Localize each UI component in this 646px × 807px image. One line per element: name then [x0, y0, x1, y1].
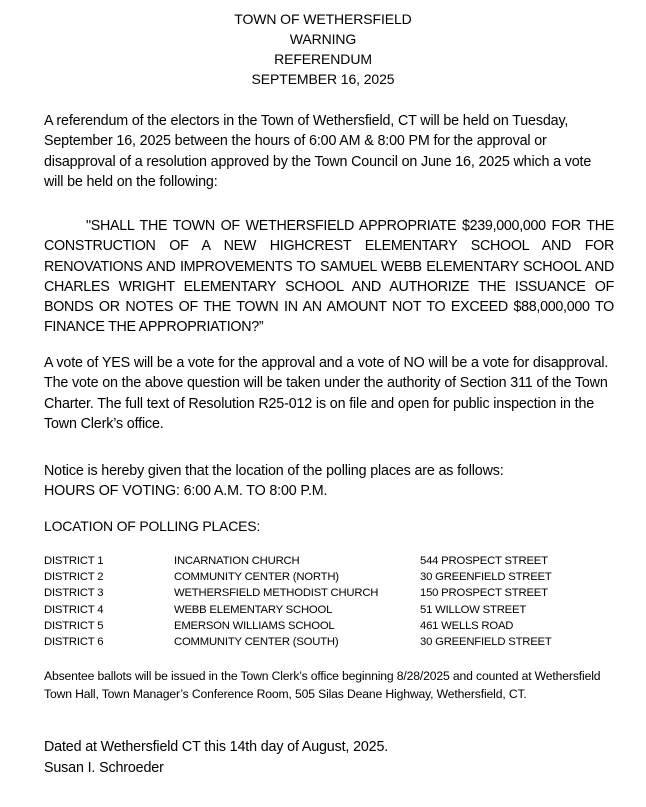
address-cell: 461 WELLS ROAD	[420, 619, 514, 632]
table-row	[44, 553, 614, 569]
table-row	[44, 618, 614, 634]
referendum-question	[44, 216, 614, 338]
table-row	[44, 602, 614, 618]
polling-places-title: LOCATION OF POLLING PLACES:	[44, 518, 261, 534]
district-cell: DISTRICT 3	[44, 587, 104, 600]
table-row	[44, 634, 614, 650]
district-cell: DISTRICT 6	[44, 636, 104, 649]
dated-line: Dated at Wethersfield CT this 14th day of August, 2025.	[44, 739, 389, 755]
polling-places-table	[44, 553, 614, 650]
address-cell: 544 PROSPECT STREET	[420, 555, 548, 567]
district-cell: DISTRICT 5	[44, 619, 104, 632]
place-cell: WETHERSFIELD METHODIST CHURCH	[174, 587, 379, 600]
place-cell: COMMUNITY CENTER (SOUTH)	[174, 636, 339, 649]
absentee-ballots-paragraph: Absentee ballots will be issued in the Town Clerk’s office beginning 8/28/2025 and counted at Wethersfield Town Hall, Town Manager’s Conference Room, 505 Silas Deane Highway, Wethersfield, CT.	[44, 669, 601, 701]
table-row	[44, 569, 614, 585]
address-cell: 51 WILLOW STREET	[420, 603, 527, 616]
place-cell: WEBB ELEMENTARY SCHOOL	[174, 603, 333, 616]
vote-explanation-paragraph: A vote of YES will be a vote for the approval and a vote of NO will be a vote for disapproval. The vote on the above question will be taken under the authority of Section 311 of the Town Charter. The full text of Resolution R25-012 is on file and open for public inspection in the Town Clerk’s office.	[44, 355, 609, 432]
question-text: "SHALL THE TOWN OF WETHERSFIELD APPROPRIATE $239,000,000 FOR THE CONSTRUCTION OF A NEW HIGHCREST ELEMENTARY SCHOOL AND FOR RENOVATIONS AND IMPROVEMENTS TO SAMUEL WEBB ELEMENTARY SCHOOL AND CHARLES WRIGHT ELEMENTARY SCHOOL AND AUTHORIZE THE ISSUANCE OF BONDS OR NOTES OF THE TOWN IN AN AMOUNT NOT TO EXCEED $88,000,000 TO FINANCE THE APPROPRIATION?”	[44, 218, 614, 336]
signature-block	[44, 737, 388, 778]
place-cell: EMERSON WILLIAMS SCHOOL	[174, 619, 335, 632]
place-cell: COMMUNITY CENTER (NORTH)	[174, 571, 339, 584]
address-cell: 150 PROSPECT STREET	[420, 587, 548, 600]
place-cell: INCARNATION CHURCH	[174, 555, 300, 567]
notice-line: Notice is hereby given that the location of the polling places are as follows:	[44, 463, 504, 479]
notice-paragraph	[44, 461, 614, 502]
voting-hours: HOURS OF VOTING: 6:00 A.M. TO 8:00 P.M.	[44, 483, 328, 500]
signer-name: Susan I. Schroeder	[44, 759, 164, 776]
header-warning: WARNING	[289, 31, 357, 47]
district-cell: DISTRICT 1	[44, 555, 104, 567]
address-cell: 30 GREENFIELD STREET	[420, 571, 552, 584]
district-cell: DISTRICT 4	[44, 603, 104, 616]
district-cell: DISTRICT 2	[44, 571, 104, 584]
table-row	[44, 585, 614, 601]
document-header	[0, 9, 646, 89]
address-cell: 30 GREENFIELD STREET	[420, 636, 552, 649]
header-date: SEPTEMBER 16, 2025	[251, 71, 395, 87]
header-referendum: REFERENDUM	[274, 51, 372, 67]
intro-paragraph: A referendum of the electors in the Town of Wethersfield, CT will be held on Tuesday, September 16, 2025 between the hours of 6:00 AM & 8:00 PM for the approval or disapproval of a resolution approved by the Town Council on June 16, 2025 which a vote will be held on the following:	[44, 113, 592, 190]
header-town: TOWN OF WETHERSFIELD	[234, 11, 412, 27]
